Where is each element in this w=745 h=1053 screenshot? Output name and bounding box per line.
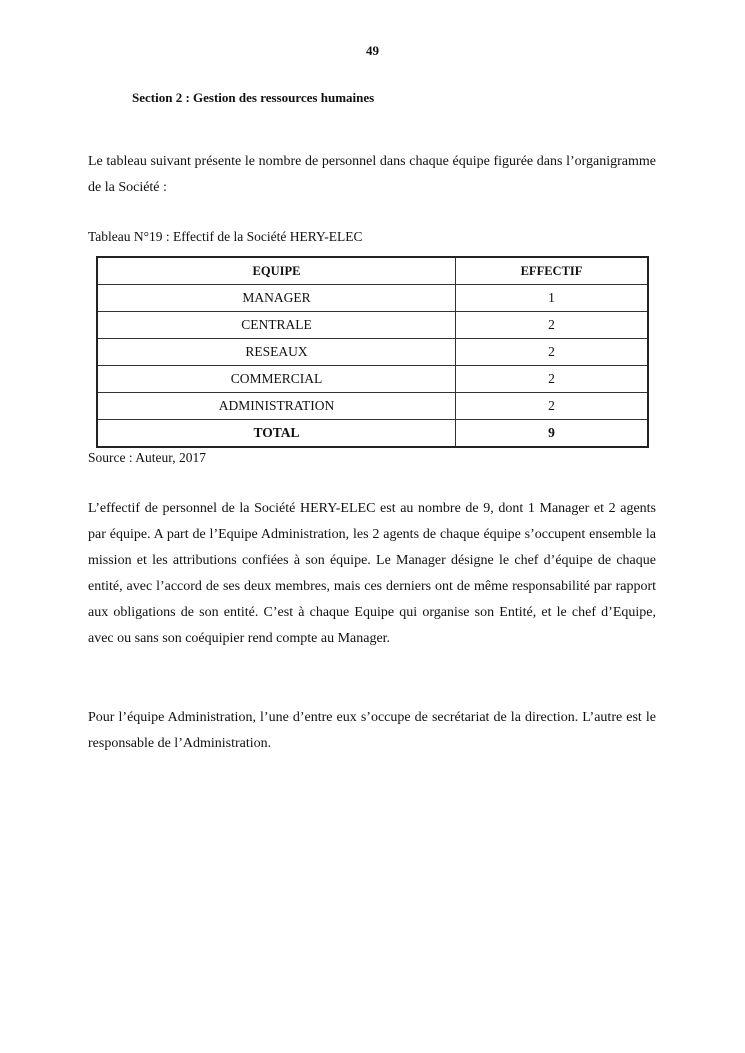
header-equipe: EQUIPE bbox=[97, 257, 456, 285]
total-value: 9 bbox=[456, 420, 649, 448]
table-header-row bbox=[97, 257, 648, 285]
cell-effectif: 1 bbox=[456, 285, 649, 312]
body-paragraph-2: L’effectif de personnel de la Société HERY-ELEC est au nombre de 9, dont 1 Manager et 2 agents par équipe. A part de l’Equipe Administration, les 2 agents de chaque équipe s’occupent ensemble la mission et les attributions confiées à son équipe. Le Manager désigne le chef d’équipe de chaque entité, avec l’accord de ses deux membres, mais ces derniers ont de même responsabilité par rapport aux obligations de son entité. C’est à chaque Equipe qui organise son Entité, et le chef d’Equipe, avec ou sans son coéquipier rend compte au Manager. bbox=[88, 501, 656, 646]
body-paragraph-3: Pour l’équipe Administration, l’une d’entre eux s’occupe de secrétariat de la direction. L’autre est le responsable de l’Administration. bbox=[88, 710, 656, 751]
table-row bbox=[97, 366, 648, 393]
cell-equipe: ADMINISTRATION bbox=[97, 393, 456, 420]
cell-equipe: MANAGER bbox=[97, 285, 456, 312]
total-label: TOTAL bbox=[97, 420, 456, 448]
staff-table bbox=[96, 256, 649, 448]
cell-effectif: 2 bbox=[456, 366, 649, 393]
table-source: Source : Auteur, 2017 bbox=[88, 450, 206, 465]
intro-paragraph: Le tableau suivant présente le nombre de personnel dans chaque équipe figurée dans l’organigramme de la Société : bbox=[88, 154, 656, 195]
cell-effectif: 2 bbox=[456, 393, 649, 420]
header-effectif: EFFECTIF bbox=[456, 257, 649, 285]
section-title: Section 2 : Gestion des ressources humaines bbox=[132, 90, 375, 105]
cell-effectif: 2 bbox=[456, 312, 649, 339]
table-total-row bbox=[97, 420, 648, 448]
table-row bbox=[97, 339, 648, 366]
table-row bbox=[97, 285, 648, 312]
table-row bbox=[97, 312, 648, 339]
cell-equipe: CENTRALE bbox=[97, 312, 456, 339]
cell-equipe: COMMERCIAL bbox=[97, 366, 456, 393]
page-number: 49 bbox=[366, 43, 379, 58]
cell-effectif: 2 bbox=[456, 339, 649, 366]
table-row bbox=[97, 393, 648, 420]
table-caption: Tableau N°19 : Effectif de la Société HERY-ELEC bbox=[88, 229, 363, 244]
cell-equipe: RESEAUX bbox=[97, 339, 456, 366]
